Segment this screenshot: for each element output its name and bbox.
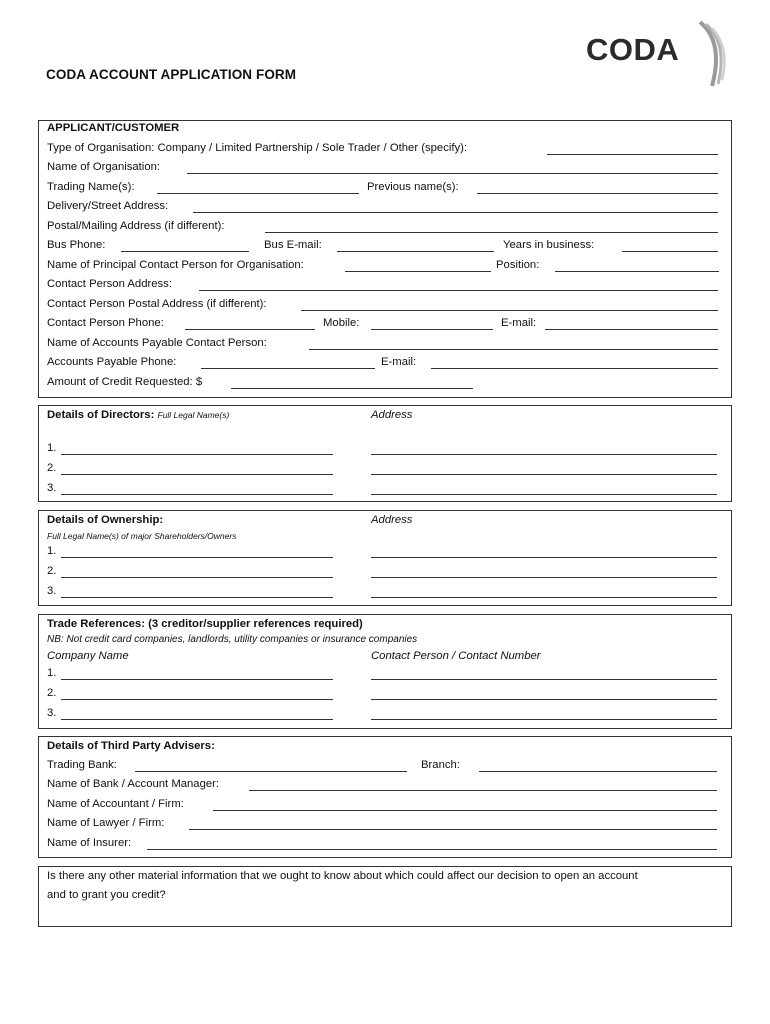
ownership-address-label: Address — [371, 514, 413, 526]
credit-field[interactable] — [231, 388, 473, 389]
contact-postal-field[interactable] — [301, 310, 718, 311]
principal-contact-field[interactable] — [345, 271, 491, 272]
trade-heading: Trade References: (3 creditor/supplier references required) — [47, 618, 363, 630]
directors-heading-row — [47, 409, 229, 421]
postal-address-field[interactable] — [265, 232, 718, 233]
trade-references-section — [38, 614, 732, 729]
director-1-address-field[interactable] — [371, 454, 717, 455]
org-type-field[interactable] — [547, 154, 718, 155]
ownership-subheading: Full Legal Name(s) of major Shareholders/Owners — [47, 531, 237, 541]
trade-3-company-field[interactable] — [61, 719, 333, 720]
director-3-address-field[interactable] — [371, 494, 717, 495]
material-info-line-1: Is there any other material information that we ought to know about which could affect our decision to open an account — [47, 870, 638, 882]
position-field[interactable] — [555, 271, 719, 272]
trade-row-2-num: 2. — [47, 687, 57, 699]
postal-address-label: Postal/Mailing Address (if different): — [47, 220, 225, 232]
years-label: Years in business: — [503, 239, 595, 251]
trade-2-contact-field[interactable] — [371, 699, 717, 700]
applicant-section — [38, 120, 732, 398]
ap-phone-field[interactable] — [201, 368, 375, 369]
trading-names-label: Trading Name(s): — [47, 181, 135, 193]
ownership-row-1-num: 1. — [47, 545, 57, 557]
logo-swoosh-icon — [694, 20, 734, 88]
email-label: E-mail: — [501, 317, 537, 329]
ap-contact-label: Name of Accounts Payable Contact Person: — [47, 337, 267, 349]
contact-phone-field[interactable] — [185, 329, 315, 330]
trading-names-field[interactable] — [157, 193, 359, 194]
trade-1-contact-field[interactable] — [371, 679, 717, 680]
contact-address-label: Contact Person Address: — [47, 278, 172, 290]
trade-note: NB: Not credit card companies, landlords, utility companies or insurance companies — [47, 634, 418, 645]
accountant-label: Name of Accountant / Firm: — [47, 798, 184, 810]
org-type-label: Type of Organisation: Company / Limited Partnership / Sole Trader / Other (specify): — [47, 142, 468, 154]
ap-phone-label: Accounts Payable Phone: — [47, 356, 177, 368]
ownership-heading: Details of Ownership: — [47, 514, 164, 526]
principal-contact-label: Name of Principal Contact Person for Organisation: — [47, 259, 304, 271]
directors-address-label: Address — [371, 409, 413, 421]
ap-email-label: E-mail: — [381, 356, 417, 368]
lawyer-label: Name of Lawyer / Firm: — [47, 817, 165, 829]
credit-label: Amount of Credit Requested: $ — [47, 376, 203, 388]
bank-manager-field[interactable] — [249, 790, 717, 791]
material-info-section[interactable] — [38, 866, 732, 927]
directors-row-2-num: 2. — [47, 462, 57, 474]
directors-subheading: Full Legal Name(s) — [157, 410, 230, 420]
branch-label: Branch: — [421, 759, 460, 771]
directors-row-3-num: 3. — [47, 482, 57, 494]
director-1-name-field[interactable] — [61, 454, 333, 455]
mobile-field[interactable] — [371, 329, 493, 330]
director-2-name-field[interactable] — [61, 474, 333, 475]
director-2-address-field[interactable] — [371, 474, 717, 475]
material-info-line-2: and to grant you credit? — [47, 889, 166, 901]
contact-address-field[interactable] — [199, 290, 718, 291]
director-3-name-field[interactable] — [61, 494, 333, 495]
bank-field[interactable] — [135, 771, 407, 772]
bank-manager-label: Name of Bank / Account Manager: — [47, 778, 220, 790]
previous-names-label: Previous name(s): — [367, 181, 459, 193]
accountant-field[interactable] — [213, 810, 717, 811]
insurer-field[interactable] — [147, 849, 717, 850]
mobile-label: Mobile: — [323, 317, 360, 329]
bus-phone-label: Bus Phone: — [47, 239, 106, 251]
delivery-address-label: Delivery/Street Address: — [47, 200, 169, 212]
owner-2-name-field[interactable] — [61, 577, 333, 578]
bus-email-label: Bus E-mail: — [264, 239, 322, 251]
directors-heading: Details of Directors: — [47, 409, 158, 421]
years-field[interactable] — [622, 251, 718, 252]
trade-contact-label: Contact Person / Contact Number — [371, 650, 541, 662]
trade-row-1-num: 1. — [47, 667, 57, 679]
owner-2-address-field[interactable] — [371, 577, 717, 578]
form-title: CODA ACCOUNT APPLICATION FORM — [46, 67, 297, 82]
ap-email-field[interactable] — [431, 368, 718, 369]
delivery-address-field[interactable] — [193, 212, 718, 213]
ap-contact-field[interactable] — [309, 349, 718, 350]
coda-logo — [586, 20, 736, 90]
owner-1-address-field[interactable] — [371, 557, 717, 558]
logo-text: CODA — [586, 32, 680, 67]
previous-names-field[interactable] — [477, 193, 718, 194]
email-field[interactable] — [545, 329, 718, 330]
advisers-heading: Details of Third Party Advisers: — [47, 740, 215, 752]
org-name-field[interactable] — [187, 173, 718, 174]
org-name-label: Name of Organisation: — [47, 161, 161, 173]
owner-3-name-field[interactable] — [61, 597, 333, 598]
trade-company-label: Company Name — [47, 650, 129, 662]
ownership-row-3-num: 3. — [47, 585, 57, 597]
bank-label: Trading Bank: — [47, 759, 117, 771]
ownership-row-2-num: 2. — [47, 565, 57, 577]
contact-postal-label: Contact Person Postal Address (if different): — [47, 298, 267, 310]
advisers-section — [38, 736, 732, 858]
lawyer-field[interactable] — [189, 829, 717, 830]
directors-section — [38, 405, 732, 502]
bus-phone-field[interactable] — [121, 251, 249, 252]
owner-1-name-field[interactable] — [61, 557, 333, 558]
trade-3-contact-field[interactable] — [371, 719, 717, 720]
owner-3-address-field[interactable] — [371, 597, 717, 598]
trade-2-company-field[interactable] — [61, 699, 333, 700]
branch-field[interactable] — [479, 771, 717, 772]
position-label: Position: — [496, 259, 540, 271]
ownership-section — [38, 510, 732, 606]
bus-email-field[interactable] — [337, 251, 494, 252]
insurer-label: Name of Insurer: — [47, 837, 132, 849]
trade-1-company-field[interactable] — [61, 679, 333, 680]
contact-phone-label: Contact Person Phone: — [47, 317, 164, 329]
trade-row-3-num: 3. — [47, 707, 57, 719]
directors-row-1-num: 1. — [47, 442, 57, 454]
applicant-heading: APPLICANT/CUSTOMER — [47, 122, 180, 134]
